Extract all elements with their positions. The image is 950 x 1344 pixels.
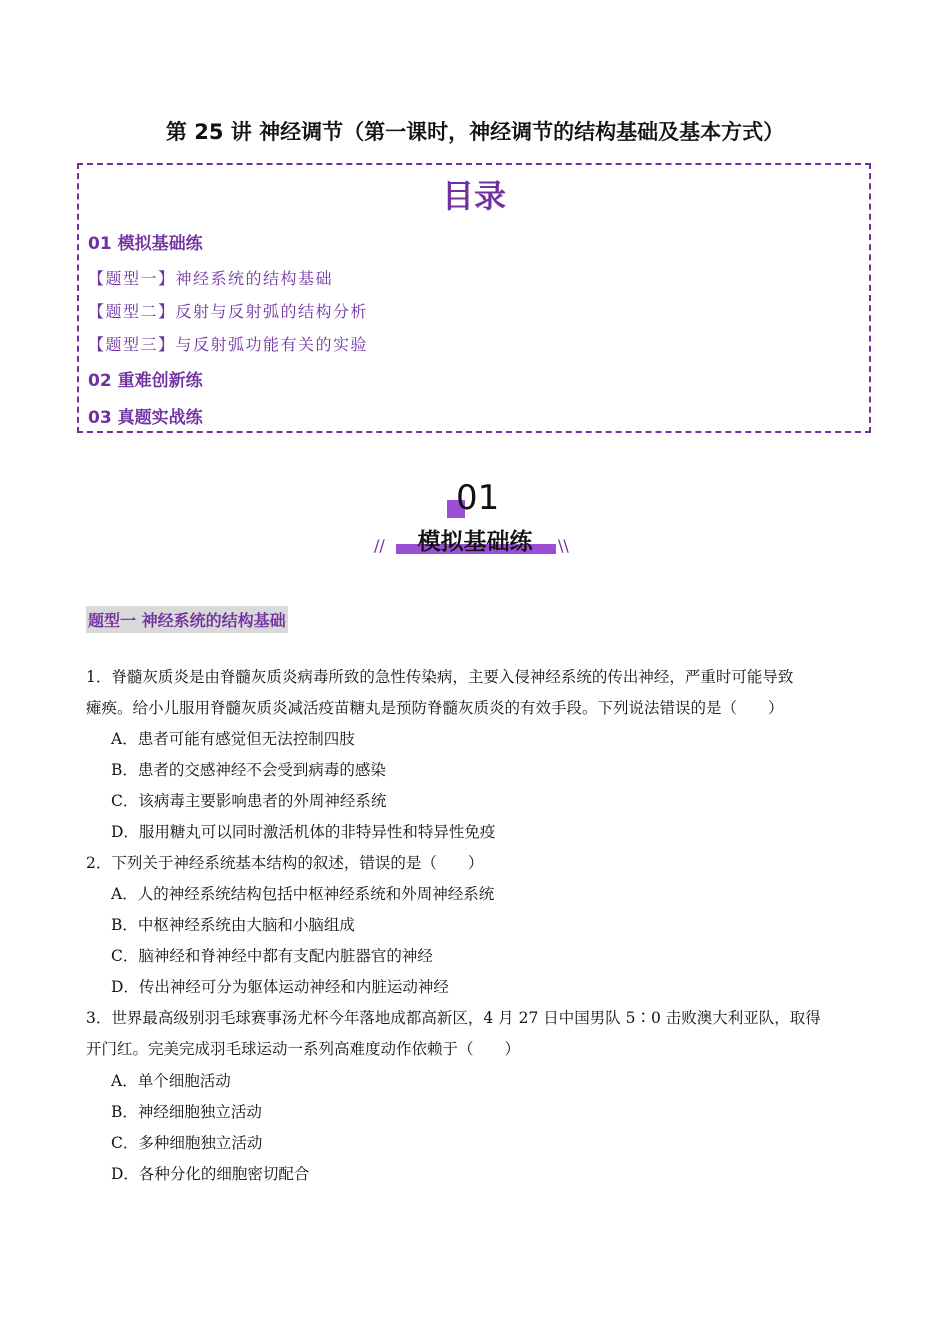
question-1-option-b: B．患者的交感神经不会受到病毒的感染 (111, 761, 386, 779)
question-3-option-b: B．神经细胞独立活动 (111, 1103, 262, 1121)
page-title: 第 25 讲 神经调节（第一课时，神经调节的结构基础及基本方式） (165, 120, 785, 144)
toc-heading: 目录 (441, 177, 506, 215)
section-banner (370, 478, 580, 568)
question-1-option-c: C．该病毒主要影响患者的外周神经系统 (111, 792, 387, 810)
banner-title: 模拟基础练 (417, 529, 533, 555)
question-1-line-1: 1．脊髓灰质炎是由脊髓灰质炎病毒所致的急性传染病，主要入侵神经系统的传出神经，严重时可能导致 (86, 668, 794, 686)
toc-item-section-2[interactable]: 02 重难创新练 (88, 371, 203, 391)
question-2-option-c: C．脑神经和脊神经中都有支配内脏器官的神经 (111, 947, 433, 965)
toc-item-section-1[interactable]: 01 模拟基础练 (88, 234, 203, 254)
question-1-option-d: D．服用糖丸可以同时激活机体的非特异性和特异性免疫 (111, 823, 496, 841)
question-type-label: 题型一 神经系统的结构基础 (86, 606, 288, 633)
banner-number: 01 (456, 478, 500, 518)
question-2-option-a: A．人的神经系统结构包括中枢神经系统和外周神经系统 (111, 885, 495, 903)
question-2-line-1: 2．下列关于神经系统基本结构的叙述，错误的是（ ） (86, 854, 484, 872)
banner-right-slash-icon: \\ (558, 536, 569, 555)
question-2-option-d: D．传出神经可分为躯体运动神经和内脏运动神经 (111, 978, 449, 996)
banner-left-slash-icon: // (374, 536, 385, 555)
question-3-line-1: 3．世界最高级别羽毛球赛事汤尤杯今年落地成都高新区，4 月 27 日中国男队 5∶0 击败澳大利亚队，取得 (86, 1009, 821, 1027)
toc-item-type-2[interactable]: 【题型二】反射与反射弧的结构分析 (88, 302, 369, 321)
question-2-option-b: B．中枢神经系统由大脑和小脑组成 (111, 916, 355, 934)
question-1-line-2: 瘫痪。给小儿服用脊髓灰质炎减活疫苗糖丸是预防脊髓灰质炎的有效手段。下列说法错误的是（ ） (86, 699, 784, 717)
question-3-option-c: C．多种细胞独立活动 (111, 1134, 263, 1152)
question-3-option-d: D．各种分化的细胞密切配合 (111, 1165, 310, 1183)
toc-item-section-3[interactable]: 03 真题实战练 (88, 408, 203, 428)
toc-item-type-3[interactable]: 【题型三】与反射弧功能有关的实验 (88, 335, 369, 354)
question-3-option-a: A．单个细胞活动 (111, 1072, 231, 1090)
question-1-option-a: A．患者可能有感觉但无法控制四肢 (111, 730, 355, 748)
question-3-line-2: 开门红。完美完成羽毛球运动一系列高难度动作依赖于（ ） (86, 1040, 521, 1058)
table-of-contents (77, 163, 871, 433)
toc-item-type-1[interactable]: 【题型一】神经系统的结构基础 (88, 269, 334, 288)
